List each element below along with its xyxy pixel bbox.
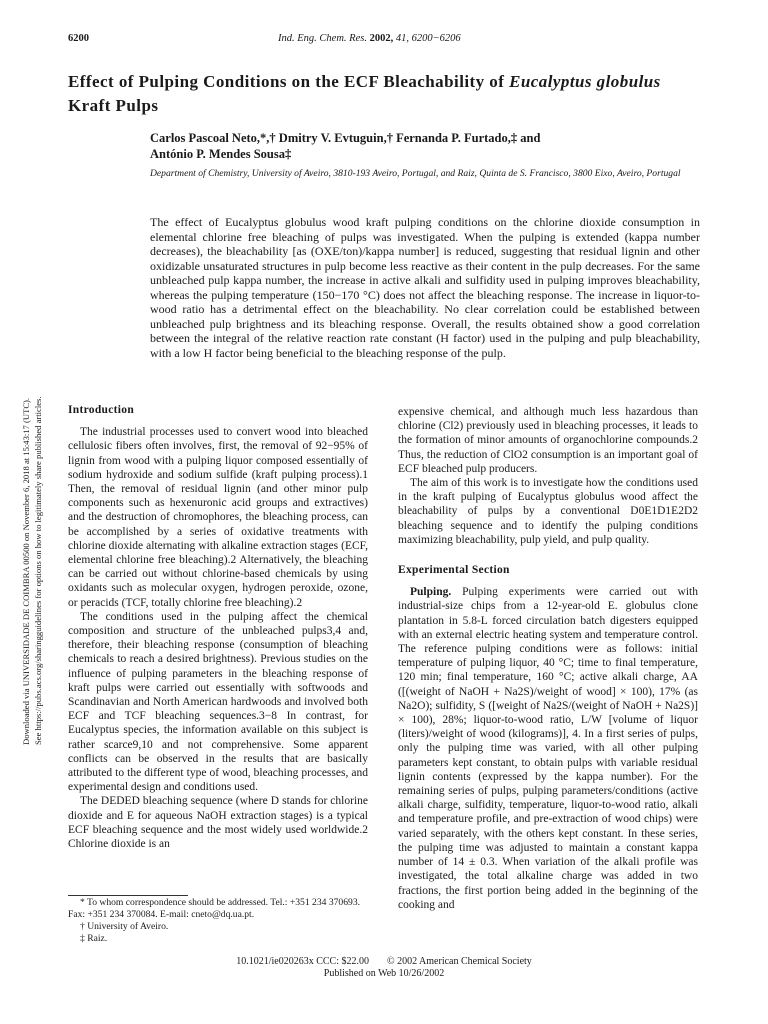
footer-doi: 10.1021/ie020263x CCC: $22.00 xyxy=(236,956,369,967)
footer-copyright: © 2002 American Chemical Society xyxy=(387,956,532,967)
page-number: 6200 xyxy=(68,33,89,44)
footer-published: Published on Web 10/26/2002 xyxy=(323,968,445,979)
right-column xyxy=(398,405,698,912)
footnote-correspondence: * To whom correspondence should be addressed. Tel.: +351 234 370693. Fax: +351 234 370084. E-mail: cneto@dq.ua.pt. xyxy=(68,897,361,920)
intro-paragraph-2: The conditions used in the pulping affect the chemical composition and structure of the unbleached pulps3,4 and, therefore, their bleaching response (consumption of bleaching chemicals to reach a desired brightness). Previous studies on the influence of pulping parameters in the bleaching response of kraft pulps were carried out essentially with softwoods and Scandinavian and North American hardwoods and involved both ECF and TCF bleaching sequences.3−8 In contrast, for Eucalyptus species, the information available on this subject is rather scarce9,10 and not comprehensive. Some apparent conflicts can be observed in the results that are basically attributed to the different type of wood, bleaching processes, and experimental design and conditions used. xyxy=(68,610,368,794)
intro-paragraph-1: The industrial processes used to convert wood into bleached cellulosic fibers often involves, first, the removal of 92−95% of lignin from wood with a pulping liquor composed essentially of sodium hydroxide and sodium sulfide (kraft pulping process).1 Then, the removal of residual lignin (and other minor pulp components such as hexenuronic acid groups and extractives) and the destruction of chromophores, the bleaching process, can be accomplished by a series of oxidative treatments with chlorine dioxide alternating with alkaline extraction stages (ECF, elemental chlorine free bleaching).2 Alternatively, the bleaching can be carried out without chlorine-based chemicals by using oxidants such as molecular oxygen, hydrogen peroxide, ozone, or peracids (TCF, totally chlorine free bleaching).2 xyxy=(68,426,368,609)
watermark-line-2: See https://pubs.acs.org/sharingguidelines for options on how to legitimately share published articles. xyxy=(33,396,43,745)
title-species: Eucalyptus globulus xyxy=(509,72,661,91)
watermark-line-1: Downloaded via UNIVERSIDADE DE COIMBRA 00500 on November 6, 2018 at 15:43:17 (UTC). xyxy=(21,397,31,745)
article-title xyxy=(68,70,708,118)
page-footer xyxy=(0,956,768,980)
intro-paragraph-4: expensive chemical, and although much less hazardous than chlorine (Cl2) previously used in bleaching processes, it leads to the formation of minor amounts of organochlorine compounds.2 Thus, the reduction of ClO2 consumption is an important goal of ECF bleached pulp producers. xyxy=(398,406,698,475)
footnote-raiz: ‡ Raiz. xyxy=(80,933,108,944)
left-column xyxy=(68,403,368,851)
abstract: The effect of Eucalyptus globulus wood kraft pulping conditions on the chlorine dioxide consumption in elemental chlorine free bleaching of pulps was investigated. When the pulping is extended (kappa number decreases), the bleachability [as (OXE/ton)/kappa number] is reduced, suggesting that residual lignin and other oxidizable unsaturated structures in pulp become less reactive as their content in the pulp decreases. For the same unbleached pulp kappa number, the increase in active alkali and sulfidity used in pulping improves bleachability, whereas the pulping temperature (150−170 °C) does not affect the bleaching response. The increase in liquor-to-wood ratio has a detrimental effect on the bleachability. No clear correlation could be established between unbleached pulp brightness and its bleaching response. Overall, the results obtained show a good correlation between the integral of the relative reaction rate constant (H factor) used in the pulping and pulp bleachability, with a low H factor being beneficial to the bleaching response of the pulp. xyxy=(150,215,700,360)
journal-year: 2002, xyxy=(369,33,394,44)
authors-line-1: Carlos Pascoal Neto,*,† Dmitry V. Evtuguin,† Fernanda P. Furtado,‡ and xyxy=(150,131,541,145)
footnote-university: † University of Aveiro. xyxy=(80,921,169,932)
download-watermark xyxy=(8,300,43,745)
authors-line-2: António P. Mendes Sousa‡ xyxy=(150,147,292,161)
section-heading-introduction: Introduction xyxy=(68,404,135,416)
author-list xyxy=(150,130,710,162)
affiliation: Department of Chemistry, University of Aveiro, 3810-193 Aveiro, Portugal, and Raiz, Quinta de S. Francisco, 3800 Eixo, Aveiro, Portugal xyxy=(150,168,681,179)
footnotes xyxy=(68,897,368,945)
journal-citation xyxy=(278,33,461,44)
pulping-paragraph xyxy=(398,585,698,912)
journal-name: Ind. Eng. Chem. Res. xyxy=(278,33,367,44)
intro-paragraph-5: The aim of this work is to investigate how the conditions used in the kraft pulping of Eucalyptus globulus wood affect the bleachability of pulps by a conventional D0E1D1E2D2 bleaching sequence and to identify the pulping conditions maximizing bleachability, pulp yield, and pulp quality. xyxy=(398,477,698,546)
section-heading-experimental: Experimental Section xyxy=(398,564,510,577)
journal-volume: 41, xyxy=(395,33,409,44)
pulping-text: Pulping experiments were carried out with industrial-size chips from a 12-year-old E. globulus clone plantation in 5.8-L forced circulation batch digesters equipped with an external electric heating system and temperature control. The reference pulping conditions were as follows: initial temperature of pulping liquor, 40 °C; time to final temperature, 120 min; final temperature, 160 °C; active alkali charge, AA ([(weight of NaOH + Na2S)/weight of wood] × 100), 17% (as Na2O); sulfidity, S ([weight of Na2S/(weight of NaOH + Na2S)] × 100), 28%; liquor-to-wood ratio, L/W [volume of liquor (liters)/weight of wood (kilograms)], 4. In a first series of pulps, only the pulping time was varied, with all other pulping parameters kept constant, to obtain pulps with variable residual lignin contents (expressed by the kappa number). For the remaining series of pulps, pulping parameters/conditions (active alkali charge, sulfidity, temperature, liquor-to-wood ratio, alkali and temperature profile, and pre-extraction of wood chips) were varied separately, with the others kept constant. In these series, the pulping time was adjusted to maintain a constant kappa number of 14 ± 0.3. When variation of the alkali profile was investigated, the total alkaline charge was added in two fractions, the first portion being added in the beginning of the cooking and xyxy=(398,586,698,911)
journal-pages: 6200−6206 xyxy=(411,33,461,44)
pulping-lead: Pulping. xyxy=(410,586,452,599)
footnote-divider xyxy=(68,895,188,896)
footer-line-1 xyxy=(0,956,768,968)
title-prefix: Effect of Pulping Conditions on the ECF Bleachability of xyxy=(68,72,510,91)
title-suffix: Kraft Pulps xyxy=(68,96,159,115)
intro-paragraph-3: The DEDED bleaching sequence (where D stands for chlorine dioxide and E for aqueous NaOH extraction stages) is a typical ECF bleaching sequence and the most widely used worldwide.2 Chlorine dioxide is an xyxy=(68,795,368,851)
